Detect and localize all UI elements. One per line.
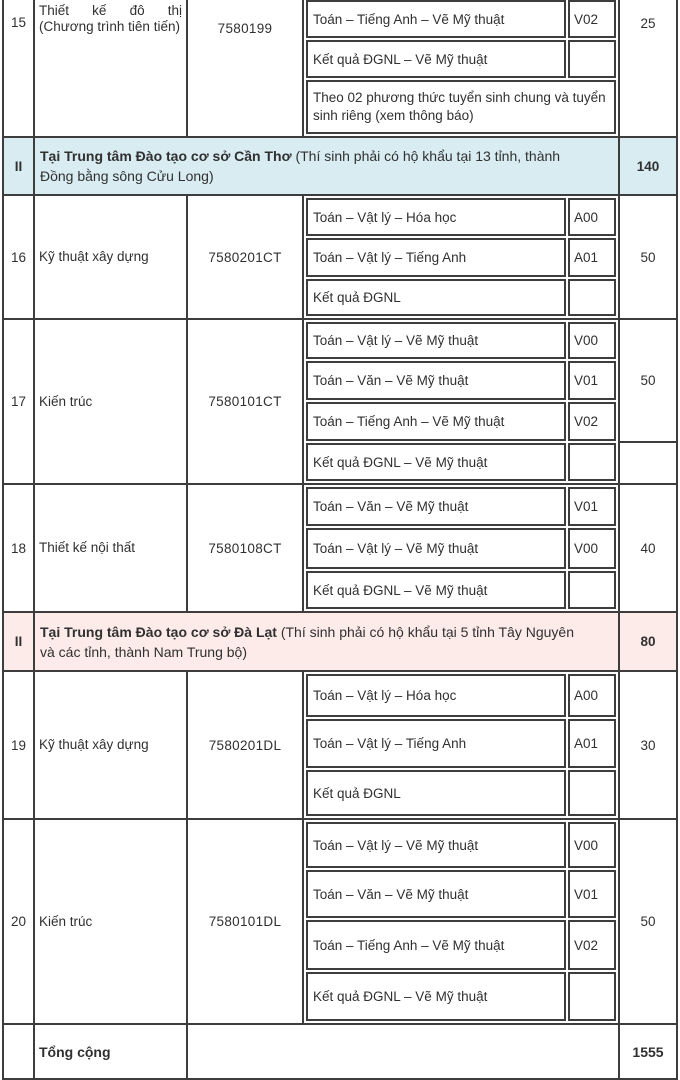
combo-label: Kết quả ĐGNL – Vẽ Mỹ thuật — [306, 443, 566, 481]
stt-value: 17 — [10, 394, 27, 409]
section-title-bold: Tại Trung tâm Đào tạo cơ sở Đà Lạt — [40, 623, 277, 640]
program-name-cell — [35, 0, 188, 136]
combo-code: V02 — [568, 402, 616, 441]
combo-list — [304, 0, 618, 136]
combo-row — [306, 198, 616, 236]
quota-cell — [618, 196, 676, 318]
total-row — [4, 1025, 676, 1080]
combo-code: V02 — [568, 920, 616, 970]
program-row-20 — [4, 820, 676, 1025]
quota-cell — [618, 820, 676, 1023]
program-code: 7580101CT — [208, 394, 282, 409]
program-row-18 — [4, 485, 676, 613]
program-code: 7580101DL — [208, 914, 282, 929]
quota-value: 30 — [640, 737, 656, 753]
stt-cell — [4, 613, 35, 670]
quota-cell — [618, 0, 676, 136]
program-code-cell — [188, 196, 304, 318]
combo-row — [306, 822, 616, 868]
combo-code — [568, 571, 616, 609]
program-code: 7580108CT — [208, 540, 282, 556]
admission-note: Theo 02 phương thức tuyển sinh chung và tuyển sinh riêng (xem thông báo) — [306, 80, 616, 134]
program-row-17 — [4, 320, 676, 485]
combo-code: A00 — [568, 674, 616, 717]
combo-label: Kết quả ĐGNL – Vẽ Mỹ thuật — [306, 40, 566, 78]
section-title-rest: (Thí sinh phải có hộ khẩu tại 5 tỉnh Tây Nguyên và các tỉnh, thành Nam Trung bộ) — [40, 623, 574, 660]
quota-value: 25 — [640, 16, 656, 31]
program-name-cell — [35, 672, 188, 818]
combo-code: V01 — [568, 870, 616, 918]
combo-row — [306, 487, 616, 526]
combo-label: Toán – Văn – Vẽ Mỹ thuật — [306, 361, 566, 400]
quota-value: 40 — [640, 540, 656, 556]
combo-label: Kết quả ĐGNL — [306, 279, 566, 316]
combo-code: V00 — [568, 528, 616, 569]
stt-cell — [4, 0, 35, 136]
program-name: Kỹ thuật xây dựng — [39, 249, 149, 264]
quota-cell — [618, 613, 676, 670]
stt-cell — [4, 485, 35, 611]
program-name-cell — [35, 196, 188, 318]
stt-cell — [4, 672, 35, 818]
combo-label: Toán – Tiếng Anh – Vẽ Mỹ thuật — [306, 920, 566, 970]
quota-cell — [618, 138, 676, 194]
section-title-bold: Tại Trung tâm Đào tạo cơ sở Cần Thơ — [40, 148, 292, 164]
stt-value: 19 — [10, 737, 27, 753]
program-code-cell — [188, 820, 304, 1023]
program-name: Thiết kế nội thất — [39, 540, 136, 555]
program-row-16 — [4, 196, 676, 320]
combo-row — [306, 0, 616, 38]
combo-label: Toán – Vật lý – Vẽ Mỹ thuật — [306, 322, 566, 359]
combo-code: V01 — [568, 487, 616, 526]
quota-value: 140 — [636, 158, 660, 174]
program-code: 7580201CT — [208, 249, 282, 265]
combo-row — [306, 322, 616, 359]
quota-value: 50 — [640, 373, 656, 388]
combo-list — [304, 485, 618, 611]
program-name-cell — [35, 320, 188, 483]
quota-value: 80 — [640, 634, 656, 649]
combo-note-row — [306, 80, 616, 134]
quota-value: 50 — [640, 914, 656, 929]
combo-code: V00 — [568, 822, 616, 868]
combo-label: Toán – Vật lý – Vẽ Mỹ thuật — [306, 822, 566, 868]
program-name: Kiến trúc — [39, 393, 93, 409]
combo-row — [306, 770, 616, 816]
combo-row — [306, 674, 616, 717]
program-code: 7580201DL — [208, 737, 282, 753]
combo-row — [306, 443, 616, 481]
quota-cell — [618, 320, 676, 483]
combo-label: Toán – Vật lý – Tiếng Anh — [306, 719, 566, 768]
stt-value: 20 — [10, 914, 27, 929]
section-title-cell — [35, 138, 618, 194]
program-name: Thiết kế đô thị (Chương trình tiên tiến) — [39, 3, 182, 34]
combo-label: Toán – Văn – Vẽ Mỹ thuật — [306, 487, 566, 526]
quota-value: 50 — [640, 249, 656, 265]
stt-cell — [4, 320, 35, 483]
combo-code — [568, 443, 616, 481]
section-title-rest: (Thí sinh phải có hộ khẩu tại 13 tỉnh, thành Đồng bằng sông Cửu Long) — [40, 148, 561, 184]
combo-code: V01 — [568, 361, 616, 400]
combo-label: Toán – Vật lý – Vẽ Mỹ thuật — [306, 528, 566, 569]
combo-row — [306, 972, 616, 1021]
program-row-15 — [4, 0, 676, 138]
program-code-cell — [188, 0, 304, 136]
combo-code — [568, 972, 616, 1021]
admission-quota-table — [2, 0, 678, 1080]
combo-row — [306, 528, 616, 569]
combo-code: V00 — [568, 322, 616, 359]
combo-code: A01 — [568, 719, 616, 768]
combo-code: A01 — [568, 238, 616, 277]
combo-label: Kết quả ĐGNL – Vẽ Mỹ thuật — [306, 972, 566, 1021]
combo-label: Toán – Văn – Vẽ Mỹ thuật — [306, 870, 566, 918]
program-code-cell — [188, 485, 304, 611]
combo-row — [306, 361, 616, 400]
stt-cell — [4, 138, 35, 194]
combo-code: V02 — [568, 0, 616, 38]
total-label: Tổng cộng — [39, 1043, 111, 1060]
combo-label: Toán – Vật lý – Tiếng Anh — [306, 238, 566, 277]
total-quota-value: 1555 — [632, 1043, 664, 1060]
stt-value: 15 — [10, 15, 27, 30]
combo-label: Toán – Vật lý – Hóa học — [306, 674, 566, 717]
combo-row — [306, 571, 616, 609]
total-empty-cell — [188, 1025, 618, 1078]
combo-list — [304, 196, 618, 318]
section-title — [40, 622, 580, 662]
combo-label: Toán – Vật lý – Hóa học — [306, 198, 566, 236]
combo-code — [568, 279, 616, 316]
section-number: II — [14, 158, 23, 174]
program-code-cell — [188, 320, 304, 483]
program-row-19 — [4, 672, 676, 820]
section-number: II — [14, 634, 23, 649]
stt-value: 18 — [10, 540, 27, 556]
combo-label: Kết quả ĐGNL — [306, 770, 566, 816]
combo-code — [568, 770, 616, 816]
quota-cell — [618, 485, 676, 611]
program-name-cell — [35, 485, 188, 611]
combo-row — [306, 279, 616, 316]
combo-row — [306, 870, 616, 918]
combo-list — [304, 820, 618, 1023]
combo-code — [568, 40, 616, 78]
quota-upper-cell — [620, 320, 676, 443]
combo-label: Toán – Tiếng Anh – Vẽ Mỹ thuật — [306, 402, 566, 441]
combo-row — [306, 920, 616, 970]
program-code-cell — [188, 672, 304, 818]
stt-value: 16 — [10, 249, 27, 265]
program-name: Kiến trúc — [39, 913, 93, 929]
total-label-cell — [35, 1025, 188, 1078]
section-row-dalat — [4, 613, 676, 672]
quota-empty-cell — [620, 443, 676, 483]
combo-row — [306, 719, 616, 768]
program-name-cell — [35, 820, 188, 1023]
section-title — [40, 146, 580, 186]
combo-row — [306, 238, 616, 277]
stt-cell — [4, 820, 35, 1023]
section-title-cell — [35, 613, 618, 670]
section-row-cantho — [4, 138, 676, 196]
program-code: 7580199 — [217, 21, 273, 36]
combo-row — [306, 402, 616, 441]
stt-cell — [4, 196, 35, 318]
total-quota-cell — [618, 1025, 676, 1078]
quota-cell — [618, 672, 676, 818]
stt-cell — [4, 1025, 35, 1078]
combo-list — [304, 320, 618, 483]
combo-label: Kết quả ĐGNL – Vẽ Mỹ thuật — [306, 571, 566, 609]
combo-code: A00 — [568, 198, 616, 236]
combo-label: Toán – Tiếng Anh – Vẽ Mỹ thuật — [306, 0, 566, 38]
combo-list — [304, 672, 618, 818]
program-name: Kỹ thuật xây dựng — [39, 737, 149, 752]
combo-row — [306, 40, 616, 78]
